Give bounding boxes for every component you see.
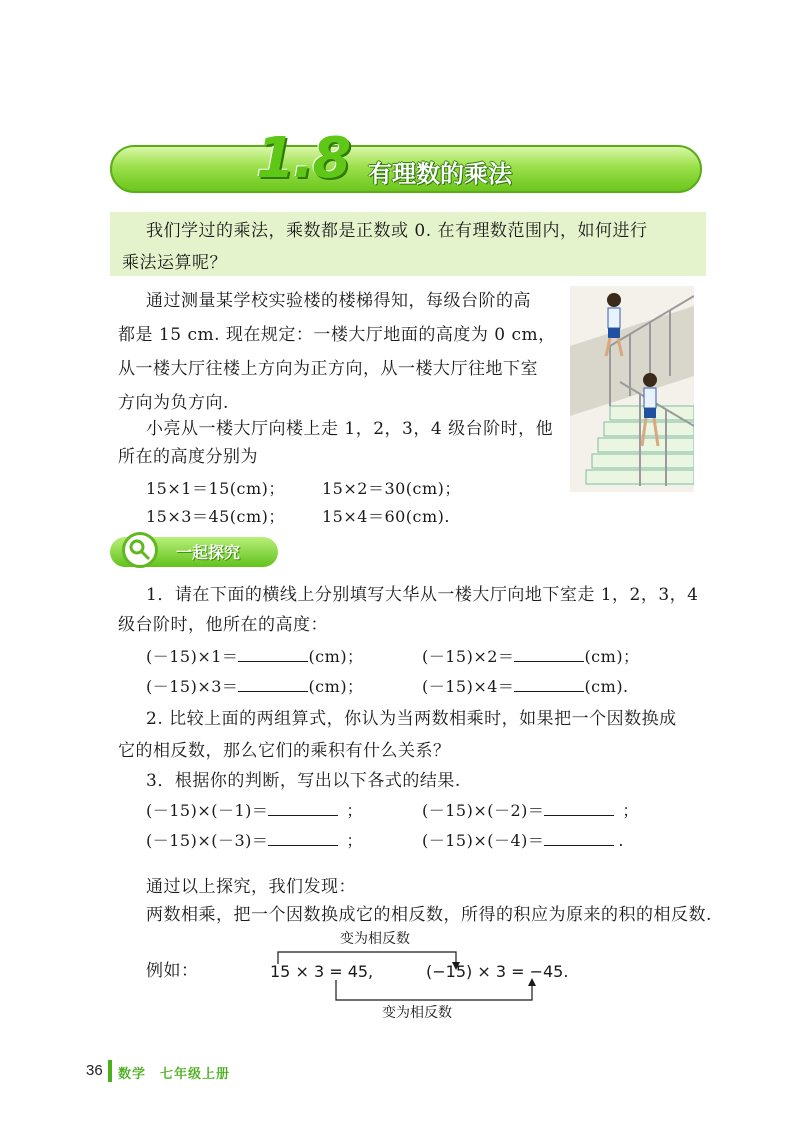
answer-blank[interactable] [238, 673, 308, 692]
section-number: 1.8 [256, 126, 350, 191]
calc-expression: 15×3＝45(cm)； [146, 507, 285, 526]
conclusion-rule: 两数相乘，把一个因数换成它的相反数，所得的积应为原来的积的相反数. [146, 905, 712, 925]
body-line: 从一楼大厅往楼上方向为正方向，从一楼大厅往地下室 [118, 359, 538, 379]
expr-row [422, 824, 624, 858]
expr-row [146, 670, 364, 704]
bottom-arrow-label: 变为相反数 [382, 1005, 452, 1021]
intro-line-1: 我们学过的乘法，乘数都是正数或 0. 在有理数范围内，如何进行 [146, 221, 648, 241]
expr-row [422, 670, 629, 704]
expr-row [422, 640, 640, 674]
body-line: 所在的高度分别为 [118, 447, 258, 467]
footer-divider [108, 1060, 112, 1082]
example-label: 例如： [146, 961, 199, 981]
conclusion-line: 通过以上探究，我们发现： [146, 877, 356, 897]
expr-suffix: (cm)； [584, 647, 640, 666]
intro-line-2: 乘法运算呢？ [122, 253, 227, 273]
answer-blank[interactable] [544, 827, 614, 846]
body-line: 通过测量某学校实验楼的楼梯得知，每级台阶的高 [146, 291, 531, 311]
expr-row [146, 824, 363, 858]
expr-suffix: . [618, 831, 625, 850]
expr-suffix: (cm). [584, 677, 629, 696]
calc-expression: 15×2＝30(cm)； [322, 479, 461, 498]
answer-blank[interactable] [514, 643, 584, 662]
answer-blank[interactable] [544, 797, 614, 816]
calc-expression: 15×1＝15(cm)； [146, 479, 285, 498]
answer-blank[interactable] [514, 673, 584, 692]
expr-row [146, 794, 363, 828]
answer-blank[interactable] [268, 797, 338, 816]
expr-prefix: (－15)×(－1)＝ [146, 801, 269, 820]
example-expression-1: 15 × 3 = 45, [270, 962, 374, 981]
expr-suffix: ； [346, 831, 363, 850]
magnifier-icon [122, 532, 158, 568]
question-3-line: 3．根据你的判断，写出以下各式的结果. [146, 771, 461, 791]
expr-row [422, 794, 639, 828]
body-line: 方向为负方向. [118, 393, 229, 413]
top-arrow-label: 变为相反数 [340, 931, 410, 947]
expr-suffix: ； [346, 801, 363, 820]
section-title: 有理数的乘法 [368, 160, 512, 188]
question-2-line: 2. 比较上面的两组算式，你认为当两数相乘时，如果把一个因数换成 [146, 709, 677, 729]
expr-prefix: (－15)×3＝ [146, 677, 239, 696]
expr-prefix: (－15)×(－4)＝ [422, 831, 545, 850]
question-1-line: 1．请在下面的横线上分别填写大华从一楼大厅向地下室走 1，2，3，4 [146, 585, 699, 605]
expr-suffix: (cm)； [308, 677, 364, 696]
answer-blank[interactable] [268, 827, 338, 846]
question-1-line: 级台阶时，他所在的高度： [118, 615, 328, 635]
expr-suffix: ； [622, 801, 639, 820]
expr-prefix: (－15)×(－2)＝ [422, 801, 545, 820]
expr-prefix: (－15)×2＝ [422, 647, 515, 666]
expr-suffix: (cm)； [308, 647, 364, 666]
expr-row [146, 640, 364, 674]
calc-expression: 15×4＝60(cm). [322, 507, 451, 526]
book-title: 数学 七年级上册 [118, 1067, 231, 1082]
question-2-line: 它的相反数，那么它们的乘积有什么关系？ [118, 741, 451, 761]
page-number: 36 [86, 1062, 103, 1079]
staircase-illustration [570, 286, 694, 492]
example-expression-2: (−15) × 3 = −45. [426, 962, 569, 981]
expr-prefix: (－15)×1＝ [146, 647, 239, 666]
body-line: 小亮从一楼大厅向楼上走 1，2，3，4 级台阶时，他 [146, 419, 554, 439]
expr-prefix: (－15)×4＝ [422, 677, 515, 696]
expr-prefix: (－15)×(－3)＝ [146, 831, 269, 850]
answer-blank[interactable] [238, 643, 308, 662]
explore-label: 一起探究 [176, 543, 241, 562]
body-line: 都是 15 cm. 现在规定：一楼大厅地面的高度为 0 cm， [118, 325, 556, 345]
